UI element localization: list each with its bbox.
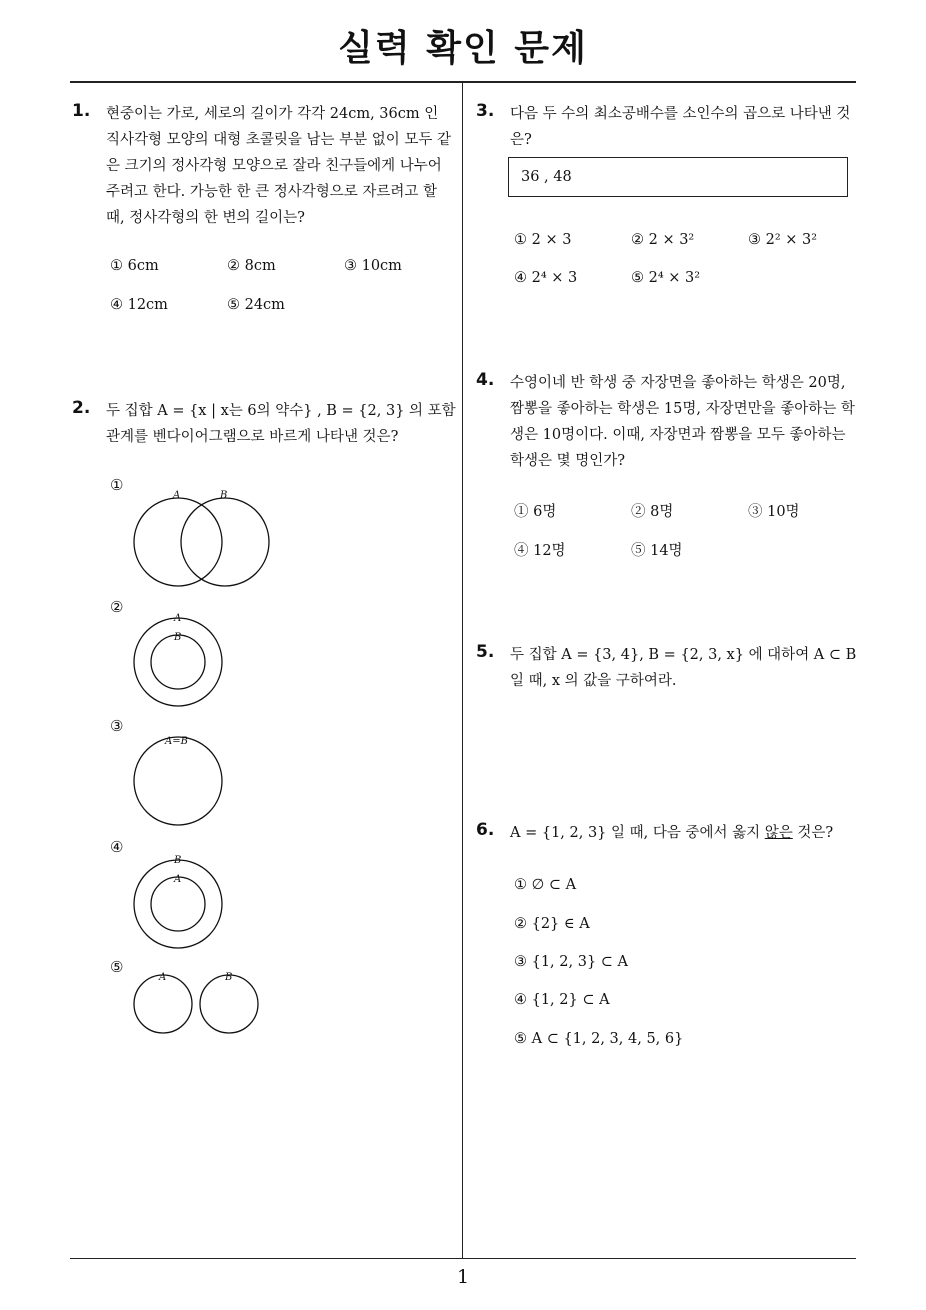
option-1[interactable]: ① 2 × 3 <box>514 232 572 248</box>
option-1[interactable]: ① 6cm <box>110 258 159 274</box>
venn-diagram-option-5[interactable] <box>125 968 295 1043</box>
question-text: 두 집합 A = {x | x는 6의 약수} , B = {2, 3} 의 포함 관계를 벤다이어그램으로 바르게 나타낸 것은? <box>106 403 456 445</box>
set-label-a: A <box>173 490 181 501</box>
question-number: 2. <box>72 398 91 418</box>
bottom-rule <box>70 1258 856 1259</box>
set-label-b: B <box>225 972 233 983</box>
venn-diagram-option-1[interactable] <box>125 485 280 595</box>
page-title: 실력 확인 문제 <box>338 28 588 69</box>
column-divider <box>462 83 463 1258</box>
question-number: 5. <box>476 642 495 662</box>
question-text: 현중이는 가로, 세로의 길이가 각각 24cm, 36cm 인 직사각형 모양의 대형 초콜릿을 남는 부분 없이 모두 같은 크기의 정사각형 모양으로 잘라 친구들에게 나누어 주려고 한다. 가능한 한 큰 정사각형으로 자르려고 할 때, 정사각형의 한 변의 길이는? <box>106 106 452 226</box>
option-5[interactable]: ⑤ 2⁴ × 3² <box>631 270 701 286</box>
option-2[interactable]: ② {2} ∈ A <box>514 916 590 932</box>
option-5[interactable]: ⑤ 24cm <box>227 297 285 313</box>
number-box: 36 , 48 <box>508 157 848 197</box>
option-5[interactable]: ⑤ <box>110 958 124 976</box>
question-text: 수영이네 반 학생 중 자장면을 좋아하는 학생은 20명, 짬뽕을 좋아하는 학생은 15명, 자장면만을 좋아하는 학생은 10명이다. 이때, 자장면과 짬뽕을 모두 좋아하는 학생은 몇 명인가? <box>510 375 855 469</box>
option-2[interactable]: ② 2 × 3² <box>631 232 695 248</box>
option-4[interactable]: ④ 2⁴ × 3 <box>514 270 578 286</box>
question-text <box>510 820 860 846</box>
option-4[interactable]: ④ {1, 2} ⊂ A <box>514 992 610 1008</box>
option-1[interactable]: ① <box>110 476 124 494</box>
question-number: 6. <box>476 820 495 840</box>
top-rule <box>70 81 856 83</box>
set-label-a-equals-b: A=B <box>165 736 188 747</box>
set-label-b: B <box>174 855 182 866</box>
question-text: 두 집합 A = {3, 4}, B = {2, 3, x} 에 대하여 A ⊂ B 일 때, x 의 값을 구하여라. <box>510 647 857 689</box>
question-text: 다음 두 수의 최소공배수를 소인수의 곱으로 나타낸 것은? <box>510 106 851 148</box>
question-number: 4. <box>476 370 495 390</box>
set-label-b: B <box>220 490 228 501</box>
option-3[interactable]: ③ 2² × 3² <box>748 232 818 248</box>
venn-diagram-option-4[interactable] <box>125 850 235 960</box>
option-3[interactable]: ③ 10명 <box>748 504 800 520</box>
option-2[interactable]: ② 8명 <box>631 504 674 520</box>
option-4[interactable]: ④ <box>110 838 124 856</box>
set-label-a: A <box>174 613 182 624</box>
question-text-part: 것은? <box>792 825 834 841</box>
question-number: 3. <box>476 101 495 121</box>
option-2[interactable]: ② <box>110 598 124 616</box>
set-label-a: A <box>159 972 167 983</box>
emphasis-not: 않은 <box>764 825 793 841</box>
option-4[interactable]: ④ 12cm <box>110 297 168 313</box>
page-number: 1 <box>456 1266 470 1288</box>
option-1[interactable]: ① 6명 <box>514 504 557 520</box>
option-2[interactable]: ② 8cm <box>227 258 276 274</box>
question-text-part: A = {1, 2, 3} 일 때, 다음 중에서 옳지 <box>510 825 765 841</box>
option-3[interactable]: ③ {1, 2, 3} ⊂ A <box>514 954 629 970</box>
set-label-a: A <box>174 874 182 885</box>
option-5[interactable]: ⑤ A ⊂ {1, 2, 3, 4, 5, 6} <box>514 1031 684 1047</box>
option-3[interactable]: ③ 10cm <box>344 258 402 274</box>
set-label-b: B <box>174 632 182 643</box>
question-number: 1. <box>72 101 91 121</box>
option-3[interactable]: ③ <box>110 717 124 735</box>
venn-diagram-option-3[interactable] <box>125 730 235 835</box>
option-5[interactable]: ⑤ 14명 <box>631 543 683 559</box>
option-1[interactable]: ① ∅ ⊂ A <box>514 877 577 893</box>
option-4[interactable]: ④ 12명 <box>514 543 566 559</box>
venn-diagram-option-2[interactable] <box>125 608 235 718</box>
